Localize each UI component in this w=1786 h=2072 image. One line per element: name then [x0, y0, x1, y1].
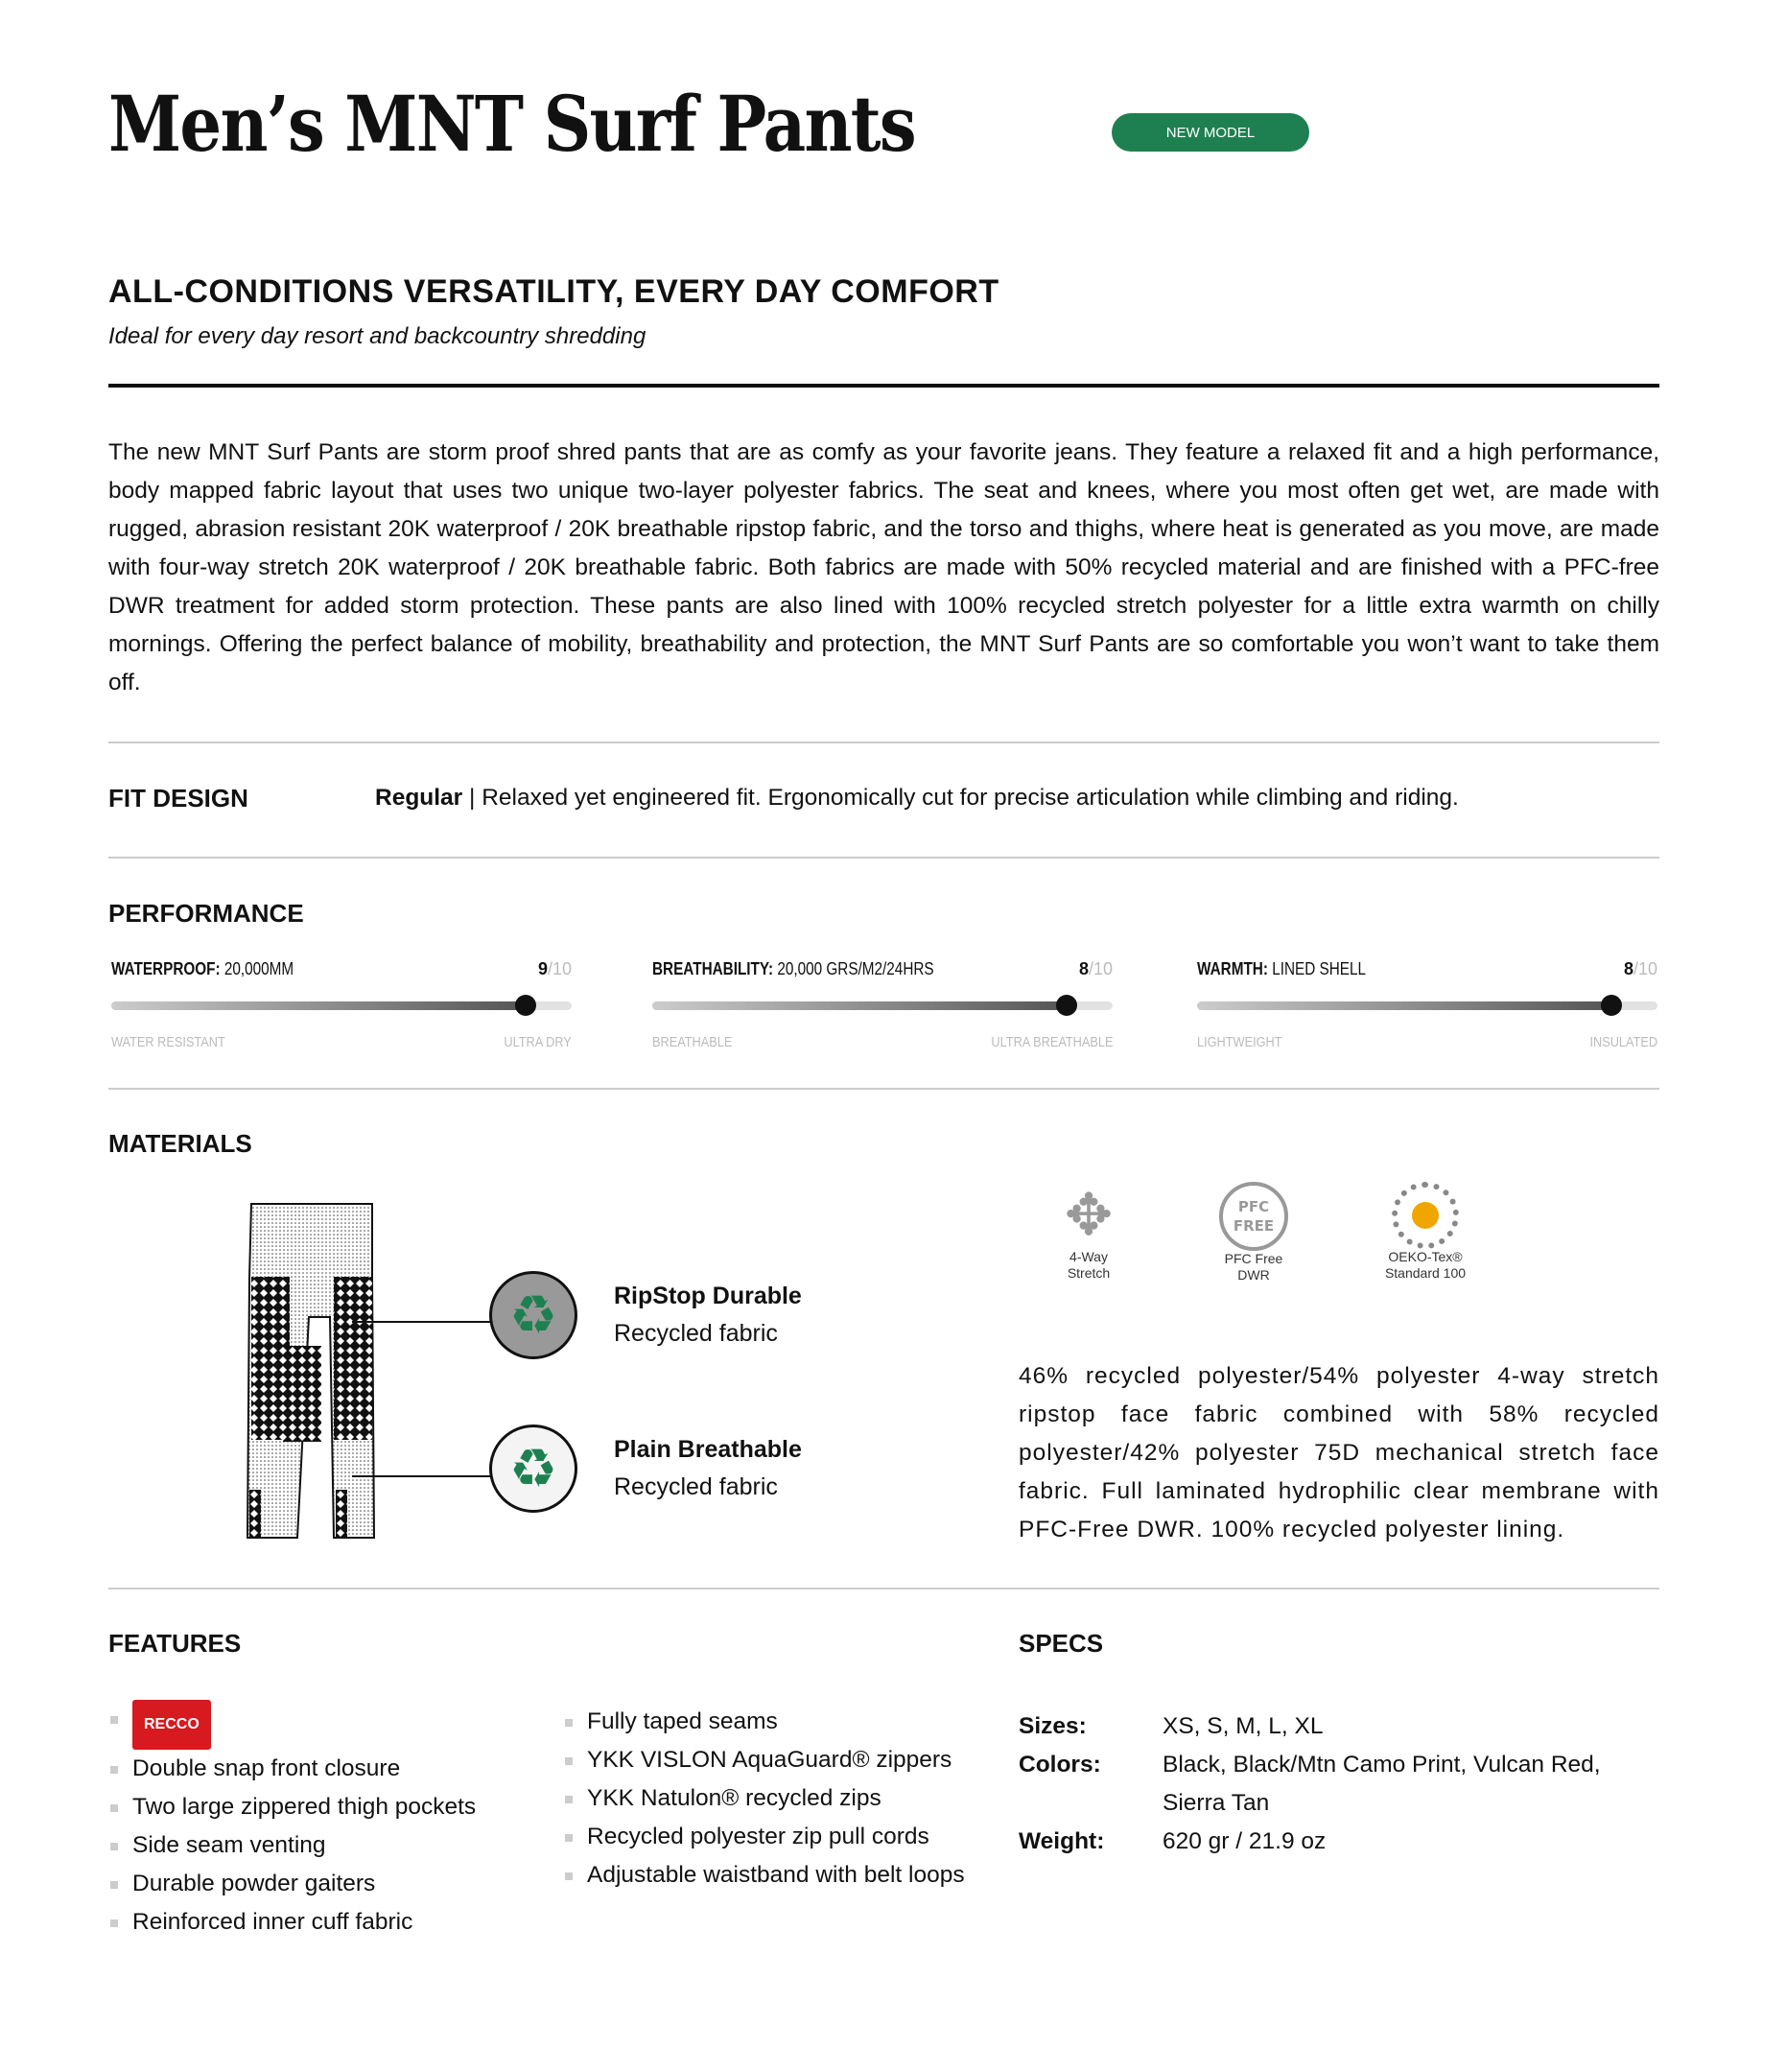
divider: [108, 742, 1659, 743]
divider: [108, 1088, 1659, 1090]
waterproof-rating: WATERPROOF: 20,000MM 9/10 WATER RESISTANT ULTRA DRY: [111, 959, 572, 1050]
four-way-stretch-icon: ✥: [1064, 1182, 1114, 1249]
fit-text: Regular | Relaxed yet engineered fit. Ergonomically cut for precise articulation while climbing and riding.: [375, 785, 1459, 811]
feature-item: Durable powder gaiters: [108, 1865, 476, 1903]
feature-item: Two large zippered thigh pockets: [108, 1788, 476, 1826]
materials-description: 46% recycled polyester/54% polyester 4-way stretch ripstop face fabric combined with 58% recycled polyester/42% polyester 75D mechanical stretch face fabric. Full laminated hydrophilic clear membrane with PFC-Free DWR. 100% recycled polyester lining.: [1019, 1363, 1659, 1542]
feature-item: Reinforced inner cuff fabric: [108, 1903, 476, 1942]
performance-heading: PERFORMANCE: [108, 899, 304, 928]
warmth-rating: WARMTH: LINED SHELL 8/10 LIGHTWEIGHT INSULATED: [1197, 959, 1657, 1050]
fit-description: Relaxed yet engineered fit. Ergonomically cut for precise articulation while climbing and riding.: [482, 785, 1459, 811]
feature-recco: [108, 1700, 476, 1750]
feature-item: Recycled polyester zip pull cords: [563, 1818, 985, 1856]
spec-row: Weight: 620 gr / 21.9 oz: [1019, 1828, 1327, 1854]
feature-item: Fully taped seams: [563, 1703, 985, 1741]
fit-heading: FIT DESIGN: [108, 784, 248, 812]
ripstop-recycle-icon: ♻: [489, 1271, 577, 1359]
pfc-free-icon: PFC FREE: [1219, 1182, 1288, 1251]
pfc-free-badge: PFC FREE PFC Free DWR: [1210, 1182, 1297, 1283]
page-title: Men’s MNT Surf Pants: [108, 79, 915, 169]
feature-item: Side seam venting: [108, 1826, 476, 1865]
oeko-tex-icon: [1392, 1182, 1459, 1249]
feature-item: Adjustable waistband with belt loops: [563, 1856, 985, 1895]
recco-logo: RECCO: [132, 1700, 211, 1750]
new-model-badge: NEW MODEL: [1112, 113, 1309, 152]
four-way-stretch-badge: ✥ 4-Way Stretch: [1046, 1182, 1132, 1282]
plain-recycle-icon: ♻: [489, 1424, 577, 1513]
feature-item: YKK VISLON AquaGuard® zippers: [563, 1741, 985, 1779]
leader-line: [352, 1475, 491, 1477]
feature-item: Double snap front closure: [108, 1750, 476, 1788]
features-list-2: [563, 1703, 985, 1895]
tagline: ALL-CONDITIONS VERSATILITY, EVERY DAY COMFORT: [108, 273, 999, 310]
features-list-1: [108, 1700, 476, 1942]
pants-illustration: [240, 1202, 384, 1556]
spec-row: Sizes: XS, S, M, L, XL: [1019, 1713, 1324, 1739]
breathability-rating: BREATHABILITY: 20,000 GRS/M2/24HRS 8/10 BREATHABLE ULTRA BREATHABLE: [652, 959, 1113, 1050]
rating-knob: [1056, 995, 1077, 1016]
fabric-plain: Plain Breathable Recycled fabric: [614, 1436, 802, 1500]
features-heading: FEATURES: [108, 1629, 242, 1658]
spec-row: Colors: Black, Black/Mtn Camo Print, Vulcan Red, Sierra Tan: [1019, 1752, 1601, 1816]
subtagline: Ideal for every day resort and backcountry shredding: [108, 323, 646, 349]
rating-knob: [515, 995, 536, 1016]
divider: [108, 1588, 1659, 1589]
fabric-ripstop: RipStop Durable Recycled fabric: [614, 1283, 802, 1347]
specs-heading: SPECS: [1019, 1629, 1104, 1658]
specs-table: [1019, 1707, 1661, 1861]
materials-heading: MATERIALS: [108, 1129, 252, 1158]
fit-type: Regular: [375, 785, 463, 811]
feature-item: YKK Natulon® recycled zips: [563, 1779, 985, 1818]
rating-knob: [1601, 995, 1622, 1016]
description: The new MNT Surf Pants are storm proof shred pants that are as comfy as your favorite jeans. They feature a relaxed fit and a high performance, body mapped fabric layout that uses two unique two-layer polyester fabrics. The seat and knees, where you most often get wet, are made with rugged, abrasion resistant 20K waterproof / 20K breathable ripstop fabric, and the torso and thighs, where heat is generated as you move, are made with four-way stretch 20K waterproof / 20K breathable fabric. Both fabrics are made with 50% recycled material and are finished with a PFC-free DWR treatment for added storm protection. These pants are also lined with 100% recycled stretch polyester for a little extra warmth on chilly mornings. Offering the perfect balance of mobility, breathability and protection, the MNT Surf Pants are so comfortable you won’t want to take them off.: [108, 439, 1659, 695]
divider: [108, 857, 1659, 859]
oeko-tex-badge: OEKO-Tex® Standard 100: [1377, 1182, 1473, 1282]
divider: [108, 384, 1659, 388]
leader-line: [352, 1321, 491, 1323]
